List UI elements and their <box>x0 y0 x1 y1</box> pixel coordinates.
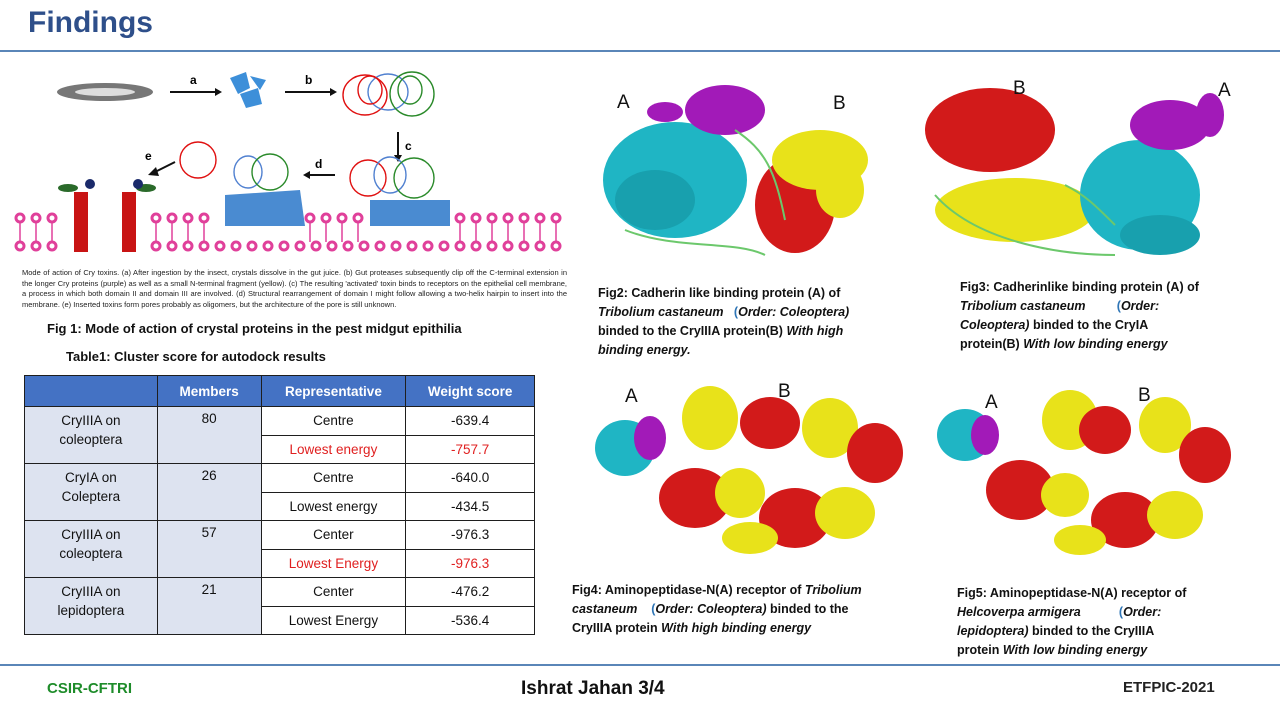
score-cell: -976.3 <box>406 521 535 550</box>
cluster-members: 80 <box>157 407 261 464</box>
fig2-label-a: A <box>617 92 630 113</box>
fig3-label-b: B <box>1013 78 1026 99</box>
header-empty <box>25 376 158 407</box>
footer-institution: CSIR-CFTRI <box>47 680 132 697</box>
table-header-row <box>25 376 535 407</box>
footer-author-page: Ishrat Jahan 3/4 <box>521 678 665 699</box>
footer-event: ETFPIC-2021 <box>1123 679 1215 696</box>
step-e-label: e <box>145 149 152 163</box>
step-d-label: d <box>315 157 323 171</box>
header-weight-score: Weight score <box>406 376 535 407</box>
header-representative: Representative <box>261 376 406 407</box>
fig2-caption: Fig2: Cadherin like binding protein (A) of Tribolium castaneum (Order: Coleoptera) binded to the CryIIIA protein(B) With high binding energy. <box>598 286 850 357</box>
score-cell: -640.0 <box>406 464 535 493</box>
cluster-members: 57 <box>157 521 261 578</box>
representative-cell: Centre <box>261 464 406 493</box>
score-cell: -476.2 <box>406 578 535 607</box>
table-row <box>25 407 535 436</box>
fig4-label-b: B <box>778 381 791 402</box>
representative-cell: Center <box>261 521 406 550</box>
membrane-pore-shape <box>58 179 156 252</box>
cluster-score-table <box>24 375 535 635</box>
score-cell: -639.4 <box>406 407 535 436</box>
dissolved-toxin-shape <box>230 72 266 108</box>
step-a-label: a <box>190 73 197 87</box>
table-row <box>25 521 535 550</box>
fig5-caption: Fig5: Aminopeptidase-N(A) receptor of Helcoverpa armigera (Order: lepidoptera) binded to the CryIIIA protein With low binding energy <box>957 586 1187 657</box>
cluster-name: CryIIIA on lepidoptera <box>25 578 158 635</box>
cluster-name: CryIIIA on coleoptera <box>25 521 158 578</box>
cluster-members: 26 <box>157 464 261 521</box>
score-cell: -757.7 <box>406 435 535 464</box>
fig5-protein-structure <box>930 380 1240 560</box>
fig3-label-a: A <box>1218 80 1231 101</box>
representative-cell: Lowest energy <box>261 435 406 464</box>
cluster-name: CryIIIA on coleoptera <box>25 407 158 464</box>
fig1-caption: Fig 1: Mode of action of crystal proteins in the pest midgut epithilia <box>47 321 462 336</box>
table-title: Table1: Cluster score for autodock results <box>66 349 326 364</box>
representative-cell: Center <box>261 578 406 607</box>
score-cell: -976.3 <box>406 549 535 578</box>
fig5-label-b: B <box>1138 385 1151 406</box>
step-c-label: c <box>405 139 412 153</box>
cluster-name: CryIA on Coleptera <box>25 464 158 521</box>
fig1-mode-of-action-diagram <box>10 60 570 270</box>
fig3-protein-structure <box>915 75 1235 270</box>
page-title: Findings <box>28 6 153 39</box>
activated-toxin-shape <box>343 72 434 116</box>
score-cell: -434.5 <box>406 492 535 521</box>
footer-divider <box>0 664 1280 666</box>
table-row <box>25 578 535 607</box>
header-members: Members <box>157 376 261 407</box>
fig1-detail-caption: Mode of action of Cry toxins. (a) After ingestion by the insect, crystals dissolve in the gut juice. (b) Gut proteases subsequently clip off the C-terminal extension in the longer Cry proteins (purple) as well as a small N-terminal fragment (yellow). (c) The resulting 'activated' toxin binds to receptors on the epithelial cell membrane, a process in which both domain II and domain III are involved. (d) Structural rearrangement of domain I might follow allowing a two-helix hairpin to insert into the membrane. (e) Inserted toxins form pores probably as oligomers, but the architecture of the pore is still unknown. <box>22 268 567 309</box>
fig4-caption: Fig4: Aminopeptidase-N(A) receptor of Tribolium castaneum (Order: Coleoptera) binded to the CryIIIA protein With high binding energy <box>572 583 862 635</box>
fig3-caption: Fig3: Cadherinlike binding protein (A) of Tribolium castaneum (Order: Coleoptera) binded to the CryIA protein(B) With low binding energy <box>960 280 1199 351</box>
score-cell: -536.4 <box>406 606 535 635</box>
title-divider <box>0 50 1280 52</box>
table-row <box>25 464 535 493</box>
fig2-label-b: B <box>833 93 846 114</box>
fig4-label-a: A <box>625 386 638 407</box>
cluster-members: 21 <box>157 578 261 635</box>
representative-cell: Lowest energy <box>261 492 406 521</box>
representative-cell: Lowest Energy <box>261 549 406 578</box>
representative-cell: Lowest Energy <box>261 606 406 635</box>
fig5-label-a: A <box>985 392 998 413</box>
representative-cell: Centre <box>261 407 406 436</box>
step-b-label: b <box>305 73 313 87</box>
